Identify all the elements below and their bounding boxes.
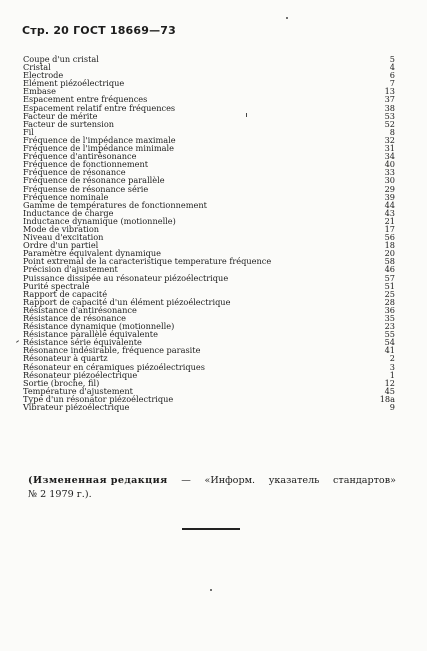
entry-number: 34 xyxy=(384,151,395,162)
entry-term: Rapport de capacité d'un élément piézoélectrique xyxy=(23,296,231,307)
index-entry xyxy=(23,403,395,411)
entry-number: 54 xyxy=(384,337,395,348)
entry-number: 56 xyxy=(384,232,395,243)
entry-term: Résistance de résonance xyxy=(23,313,126,323)
entry-number: 7 xyxy=(389,78,395,89)
entry-number: 33 xyxy=(384,167,395,178)
entry-term: Coupe d'un cristal xyxy=(23,54,99,64)
entry-term: Fréquense de résonance série xyxy=(23,183,149,194)
index-entry xyxy=(23,120,395,128)
speck-left xyxy=(16,340,19,343)
entry-term: Niveau d'excitation xyxy=(23,232,104,243)
entry-term: Fréquence d'antirésonance xyxy=(23,151,137,162)
entry-number: 55 xyxy=(384,329,395,340)
entry-number: 40 xyxy=(384,159,395,170)
entry-number: 51 xyxy=(384,280,395,291)
entry-number: 43 xyxy=(384,207,395,218)
entry-term: Ordre d'un partiel xyxy=(23,240,99,251)
entry-term: Précision d'ajustement xyxy=(23,264,118,275)
entry-term: Electrode xyxy=(23,70,64,81)
index-entry xyxy=(23,79,395,87)
entry-term: Résonateur piézoélectrique xyxy=(23,369,138,380)
entry-number: 58 xyxy=(384,256,395,267)
entry-term: Gamme de températures de fonctionnement xyxy=(23,199,207,210)
note-word-ukazatel: указатель xyxy=(268,475,320,486)
note-word-standartov: стандартов» xyxy=(333,475,396,486)
entry-term: Purité spectrale xyxy=(23,280,90,291)
amendment-note xyxy=(28,474,396,502)
entry-number: 1 xyxy=(389,369,395,380)
entry-number: 39 xyxy=(384,191,395,202)
entry-term: Espacement entre fréquences xyxy=(23,94,148,105)
entry-number: 9 xyxy=(389,402,395,413)
entry-term: Vibrateur piézoélectrique xyxy=(23,402,130,413)
entry-number: 17 xyxy=(384,223,395,234)
entry-term: Sortie (broche, fil) xyxy=(23,377,100,388)
speck-mid xyxy=(246,113,247,117)
entry-number: 3 xyxy=(389,361,395,372)
note-line-2: № 2 1979 г.). xyxy=(28,489,92,500)
entry-term: Fréquence de l'impédance minimale xyxy=(23,143,174,154)
index-list xyxy=(23,55,395,411)
entry-number: 30 xyxy=(384,175,395,186)
entry-term: Résistance série équivalente xyxy=(23,337,142,348)
entry-term: Résonance indésirable, fréquence parasite xyxy=(23,345,201,356)
entry-number: 25 xyxy=(384,288,395,299)
note-dash: — xyxy=(181,475,191,486)
entry-number: 12 xyxy=(384,377,395,388)
entry-term: Fréquence de résonance xyxy=(23,167,126,178)
entry-term: Facteur de surtension xyxy=(23,118,115,129)
entry-term: Fréquence de l'impédance maximale xyxy=(23,134,176,145)
entry-term: Type d'un résonator piézoélectrique xyxy=(23,393,174,404)
entry-number: 4 xyxy=(389,62,395,73)
entry-term: Paramètre équivalent dynamique xyxy=(23,248,161,259)
entry-number: 38 xyxy=(384,102,395,113)
entry-term: Embase xyxy=(23,86,56,97)
entry-term: Température d'ajustement xyxy=(23,385,133,396)
closing-rule xyxy=(182,528,240,530)
entry-term: Fil xyxy=(23,126,34,137)
entry-term: Résistance parallèle équivalente xyxy=(23,329,158,340)
entry-number: 8 xyxy=(389,126,395,137)
entry-number: 13 xyxy=(384,86,395,97)
entry-term: Résistance d'antirésonance xyxy=(23,304,137,315)
entry-number: 36 xyxy=(384,304,395,315)
entry-number: 53 xyxy=(384,110,395,121)
entry-number: 44 xyxy=(384,199,395,210)
entry-number: 20 xyxy=(384,248,395,259)
entry-term: Fréquence de résonance parallèle xyxy=(23,175,165,186)
note-word-inform: «Информ. xyxy=(204,475,256,486)
entry-number: 52 xyxy=(384,118,395,129)
entry-number: 2 xyxy=(389,353,395,364)
index-entry xyxy=(23,63,395,71)
entry-term: Résonateur à quartz xyxy=(23,353,108,364)
speck-top-right xyxy=(286,17,288,19)
entry-term: Point extremal de la caracteristique temperature fréquence xyxy=(23,256,272,267)
entry-term: Inductance de charge xyxy=(23,207,114,218)
entry-number: 21 xyxy=(384,215,395,226)
entry-number: 46 xyxy=(384,264,395,275)
entry-number: 32 xyxy=(384,134,395,145)
entry-number: 31 xyxy=(384,143,395,154)
entry-number: 45 xyxy=(384,385,395,396)
entry-number: 35 xyxy=(384,313,395,323)
entry-term: Elément piézoélectrique xyxy=(23,78,125,89)
entry-term: Mode de vibration xyxy=(23,223,100,234)
entry-number: 6 xyxy=(389,70,395,81)
entry-term: Rapport de capacité xyxy=(23,288,108,299)
entry-number: 23 xyxy=(384,321,395,332)
entry-term: Espacement relatif entre fréquences xyxy=(23,102,176,113)
entry-term: Puissance dissipée au résonateur piézoélectrique xyxy=(23,272,229,283)
entry-term: Inductance dynamique (motionnelle) xyxy=(23,215,176,226)
speck-bottom xyxy=(210,589,212,591)
index-entry xyxy=(23,55,395,63)
entry-term: Résonateur en céramiques piézoélectriques xyxy=(23,361,205,372)
entry-number: 18a xyxy=(379,393,395,404)
entry-number: 5 xyxy=(389,54,395,64)
entry-number: 37 xyxy=(384,94,395,105)
entry-term: Résistance dynamique (motionnelle) xyxy=(23,321,175,332)
entry-term: Fréquence nominale xyxy=(23,191,109,202)
entry-term: Facteur de mérite xyxy=(23,110,98,121)
entry-number: 28 xyxy=(384,296,395,307)
entry-number: 41 xyxy=(384,345,395,356)
entry-number: 29 xyxy=(384,183,395,194)
edition-label: (Измененная редакция xyxy=(28,475,168,486)
page-header: Стр. 20 ГОСТ 18669—73 xyxy=(22,24,177,37)
entry-number: 18 xyxy=(384,240,395,251)
entry-number: 57 xyxy=(384,272,395,283)
entry-term: Fréquence de fonctionnement xyxy=(23,159,149,170)
entry-term: Cristal xyxy=(23,62,51,73)
